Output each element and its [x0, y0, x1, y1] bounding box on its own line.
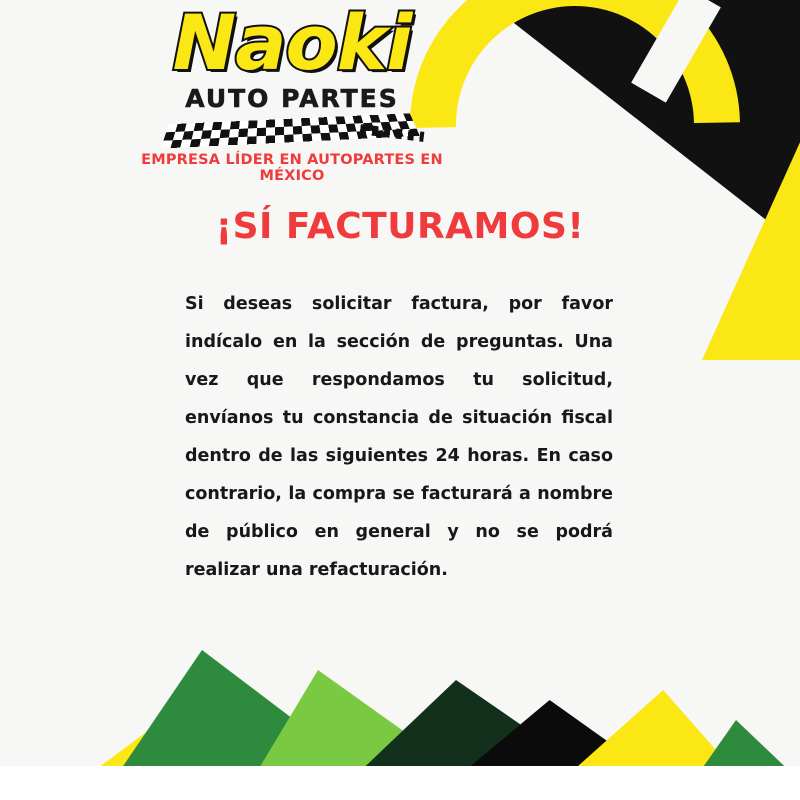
body-paragraph: Si deseas solicitar factura, por favor indícalo en la sección de preguntas. Una vez que respondamos tu solicitud, envíanos tu constancia de situación fiscal dentro de las siguientes 24 horas. En caso contrario, la compra se facturará a nombre de público en general y no se podrá realizar una refacturación. — [185, 294, 613, 580]
brand-subtitle: AUTO PARTES — [185, 83, 399, 113]
brand-tagline: EMPRESA LÍDER EN AUTOPARTES EN MÉXICO — [141, 152, 443, 184]
brand-name: Naoki — [172, 0, 412, 87]
bottom-white-strip — [0, 766, 800, 800]
brand-logo — [112, 0, 472, 143]
page-title: ¡SÍ FACTURAMOS! — [215, 206, 585, 247]
